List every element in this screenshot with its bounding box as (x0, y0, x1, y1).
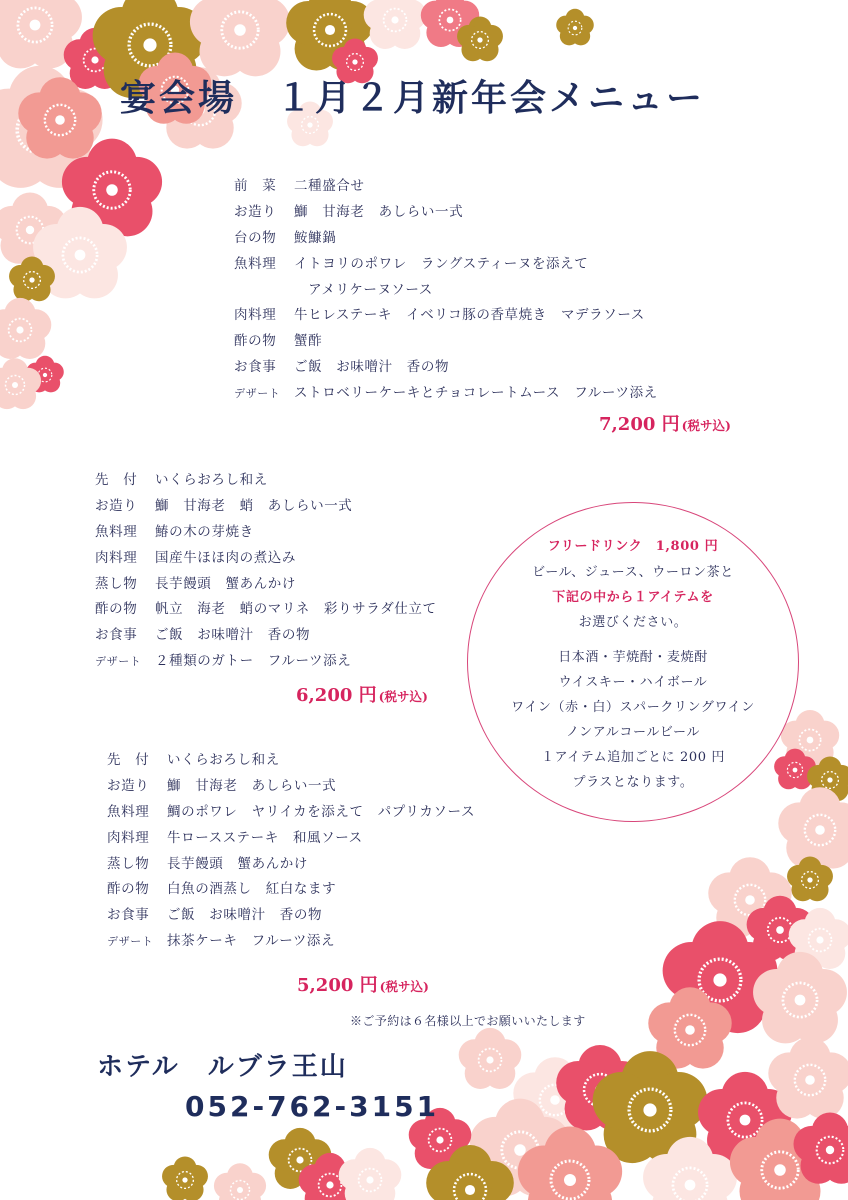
plum-blossom (778, 787, 848, 868)
menu-item: 前 菜 二種盛合せ (234, 178, 365, 194)
drink-option: 日本酒・芋焼酎・麦焼酎 (558, 650, 708, 665)
plum-blossom (459, 1028, 522, 1089)
menu-item: 先 付 いくらおろし和え (95, 472, 268, 488)
menu-item: 酢の物 白魚の酒蒸し 紅白なます (107, 881, 337, 897)
plum-blossom (556, 9, 594, 46)
menu-item: デザート ２種類のガトー フルーツ添え (95, 653, 352, 669)
course-menu-6200 (95, 470, 475, 670)
menu-item: お造り 鰤 甘海老 蛸 あしらい一式 (95, 498, 353, 514)
menu-item: お食事 ご飯 お味噌汁 香の物 (95, 627, 311, 643)
reservation-note: ※ご予約は６名様以上でお願いいたします (350, 1014, 586, 1028)
phone-number: 052-762-3151 (185, 1090, 440, 1123)
menu-item: お造り 鰤 甘海老 あしらい一式 (107, 778, 337, 794)
menu-item: デザート 抹茶ケーキ フルーツ添え (107, 933, 336, 949)
free-drink-panel (467, 502, 799, 822)
menu-item: お造り 鰤 甘海老 あしらい一式 (234, 204, 464, 220)
plum-blossom (190, 0, 290, 76)
drink-option: ワイン（赤・白）スパークリングワイン (511, 700, 755, 715)
plum-blossom (0, 298, 51, 359)
menu-item: お食事 ご飯 お味噌汁 香の物 (234, 359, 450, 375)
free-drink-text: ビール、ジュース、ウーロン茶と (532, 565, 734, 580)
menu-item: 肉料理 国産牛ほほ肉の煮込み (95, 550, 296, 566)
course-menu-5200 (107, 750, 507, 950)
course-price: 6,200 円 (税サ込) (296, 685, 428, 706)
free-drink-text: お選びください。 (578, 615, 688, 630)
menu-item: 魚料理 イトヨリのポワレ ラングスティーヌを添えて (234, 256, 589, 272)
menu-item: 台の物 鮟鱇鍋 (234, 230, 337, 246)
menu-item: 先 付 いくらおろし和え (107, 752, 280, 768)
menu-item: 魚料理 鯛のポワレ ヤリイカを添えて パプリカソース (107, 804, 476, 820)
plum-blossom (768, 1037, 848, 1118)
menu-item: 蒸し物 長芋饅頭 蟹あんかけ (95, 576, 296, 592)
menu-item: 肉料理 牛ロースステーキ 和風ソース (107, 830, 363, 846)
plum-blossom (339, 1148, 402, 1200)
menu-item: 酢の物 帆立 海老 蛸のマリネ 彩りサラダ仕立て (95, 601, 437, 617)
free-drink-text: １アイテム追加ごとに 200 円 (541, 750, 725, 765)
menu-item: 蒸し物 長芋饅頭 蟹あんかけ (107, 856, 308, 872)
drink-option: ウイスキー・ハイボール (558, 675, 708, 690)
menu-item: 肉料理 牛ヒレステーキ イベリコ豚の香草焼き マデラソース (234, 307, 645, 323)
hotel-name: ホテル ルブラ王山 (97, 1052, 348, 1082)
page-title: 宴会場 １月２月新年会メニュー (120, 78, 706, 119)
free-drink-text: 下記の中から１アイテムを (552, 590, 714, 605)
course-menu-7200 (234, 176, 704, 401)
free-drink-heading: フリードリンク 1,800 円 (547, 539, 719, 554)
course-price: 7,200 円 (税サ込) (599, 414, 731, 435)
menu-item: 魚料理 鰆の木の芽焼き (95, 524, 254, 540)
free-drink-text: プラスとなります。 (572, 775, 694, 790)
plum-blossom (364, 0, 427, 49)
menu-item: 酢の物 蟹酢 (234, 333, 323, 349)
menu-item: デザート ストロベリーケーキとチョコレートムース フルーツ添え (234, 385, 658, 401)
drink-option: ノンアルコールビール (566, 725, 700, 740)
menu-item: お食事 ご飯 お味噌汁 香の物 (107, 907, 323, 923)
course-price: 5,200 円 (税サ込) (297, 975, 429, 996)
plum-blossom (162, 1156, 208, 1200)
menu-item: アメリケーヌソース (294, 282, 433, 298)
plum-blossom (214, 1163, 266, 1200)
